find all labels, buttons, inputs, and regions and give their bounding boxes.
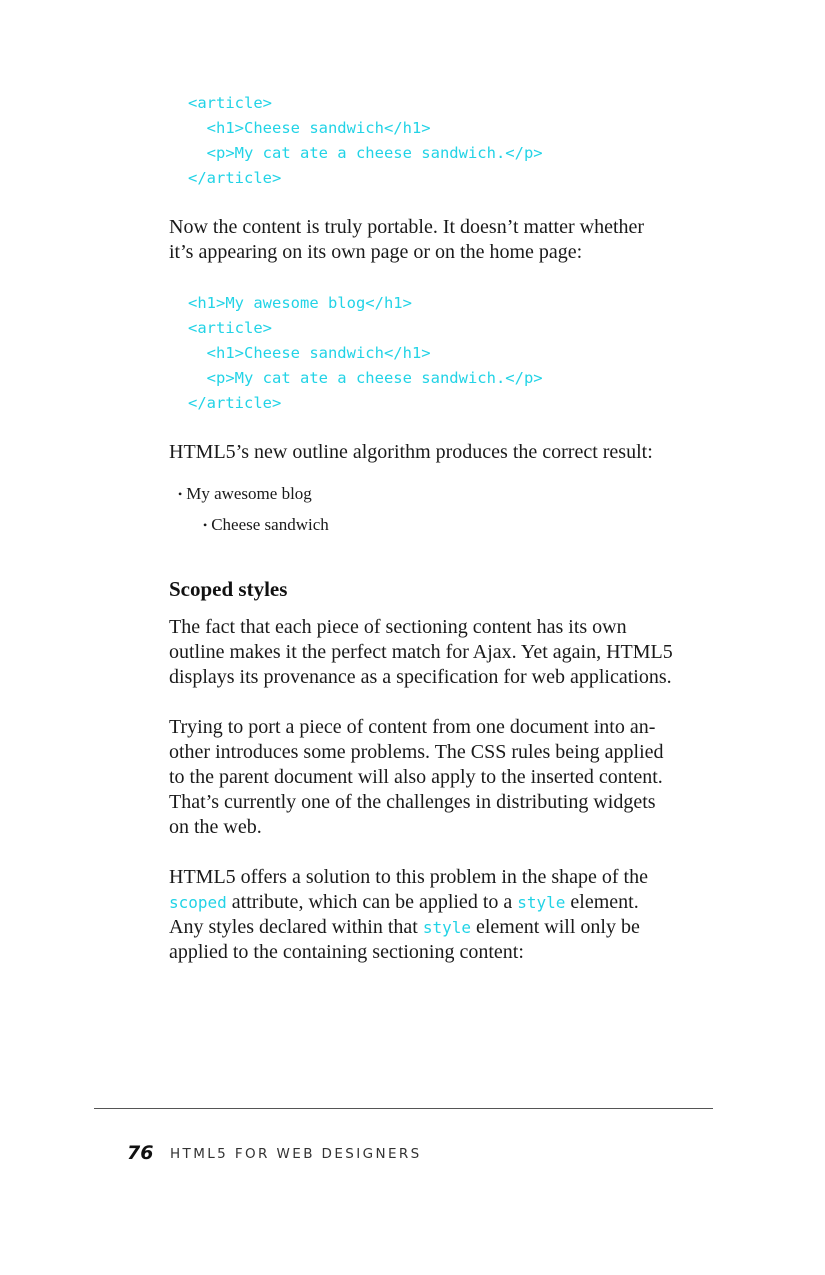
text-line [169,890,729,915]
footer-divider [94,1108,713,1109]
code-line: <p>My cat ate a cheese sandwich.</p> [188,369,543,387]
code-line: <h1>Cheese sandwich</h1> [188,119,431,137]
inline-code-style: style [517,893,566,912]
text-line: The fact that each piece of sectioning content has its own [169,616,627,638]
text-line: applied to the containing sectioning content: [169,941,524,963]
text-segment: attribute, which can be applied to a [226,891,518,913]
outline-item-label: Cheese sandwich [211,515,329,534]
paragraph-sectioning [169,615,729,690]
text-line: HTML5 offers a solution to this problem in the shape of the [169,866,648,888]
code-line: <p>My cat ate a cheese sandwich.</p> [188,144,543,162]
code-line: <h1>Cheese sandwich</h1> [188,344,431,362]
code-block-blog [188,291,543,416]
text-line: other introduces some problems. The CSS rules being applied [169,741,664,763]
inline-code-style: style [422,918,471,937]
text-segment: element will only be [471,916,640,938]
bullet-icon: • [178,487,183,501]
code-line: <article> [188,319,272,337]
text-line: Now the content is truly portable. It doesn’t matter whether [169,216,645,238]
paragraph-portable [169,215,729,265]
code-line: </article> [188,169,282,187]
paragraph-port-content [169,715,729,840]
text-line [169,915,729,940]
paragraph-scoped-solution [169,865,729,965]
paragraph-outline-algorithm [169,440,729,465]
inline-code-scoped: scoped [169,893,227,912]
text-line: That’s currently one of the challenges in distributing widgets [169,791,656,813]
outline-item-label: My awesome blog [186,484,312,503]
code-block-article [188,91,543,191]
text-segment: element. [565,891,639,913]
text-line: outline makes it the perfect match for Ajax. Yet again, HTML5 [169,641,673,663]
text-segment: Any styles declared within that [169,916,423,938]
code-line: <article> [188,94,272,112]
text-line: displays its provenance as a specification for web applications. [169,666,672,688]
text-line: it’s appearing on its own page or on the home page: [169,241,583,263]
code-line: </article> [188,394,282,412]
outline-item-level-2 [203,514,329,537]
text-line: Trying to port a piece of content from one document into an- [169,716,656,738]
outline-item-level-1 [178,483,312,506]
text-line: HTML5’s new outline algorithm produces the correct result: [169,441,653,463]
running-head: HTML5 FOR WEB DESIGNERS [170,1146,422,1162]
text-line: to the parent document will also apply to the inserted content. [169,766,663,788]
bullet-icon: • [203,518,208,532]
text-line: on the web. [169,816,262,838]
code-line: <h1>My awesome blog</h1> [188,294,412,312]
section-heading: Scoped styles [169,577,288,601]
page-number: 76 [127,1142,154,1164]
